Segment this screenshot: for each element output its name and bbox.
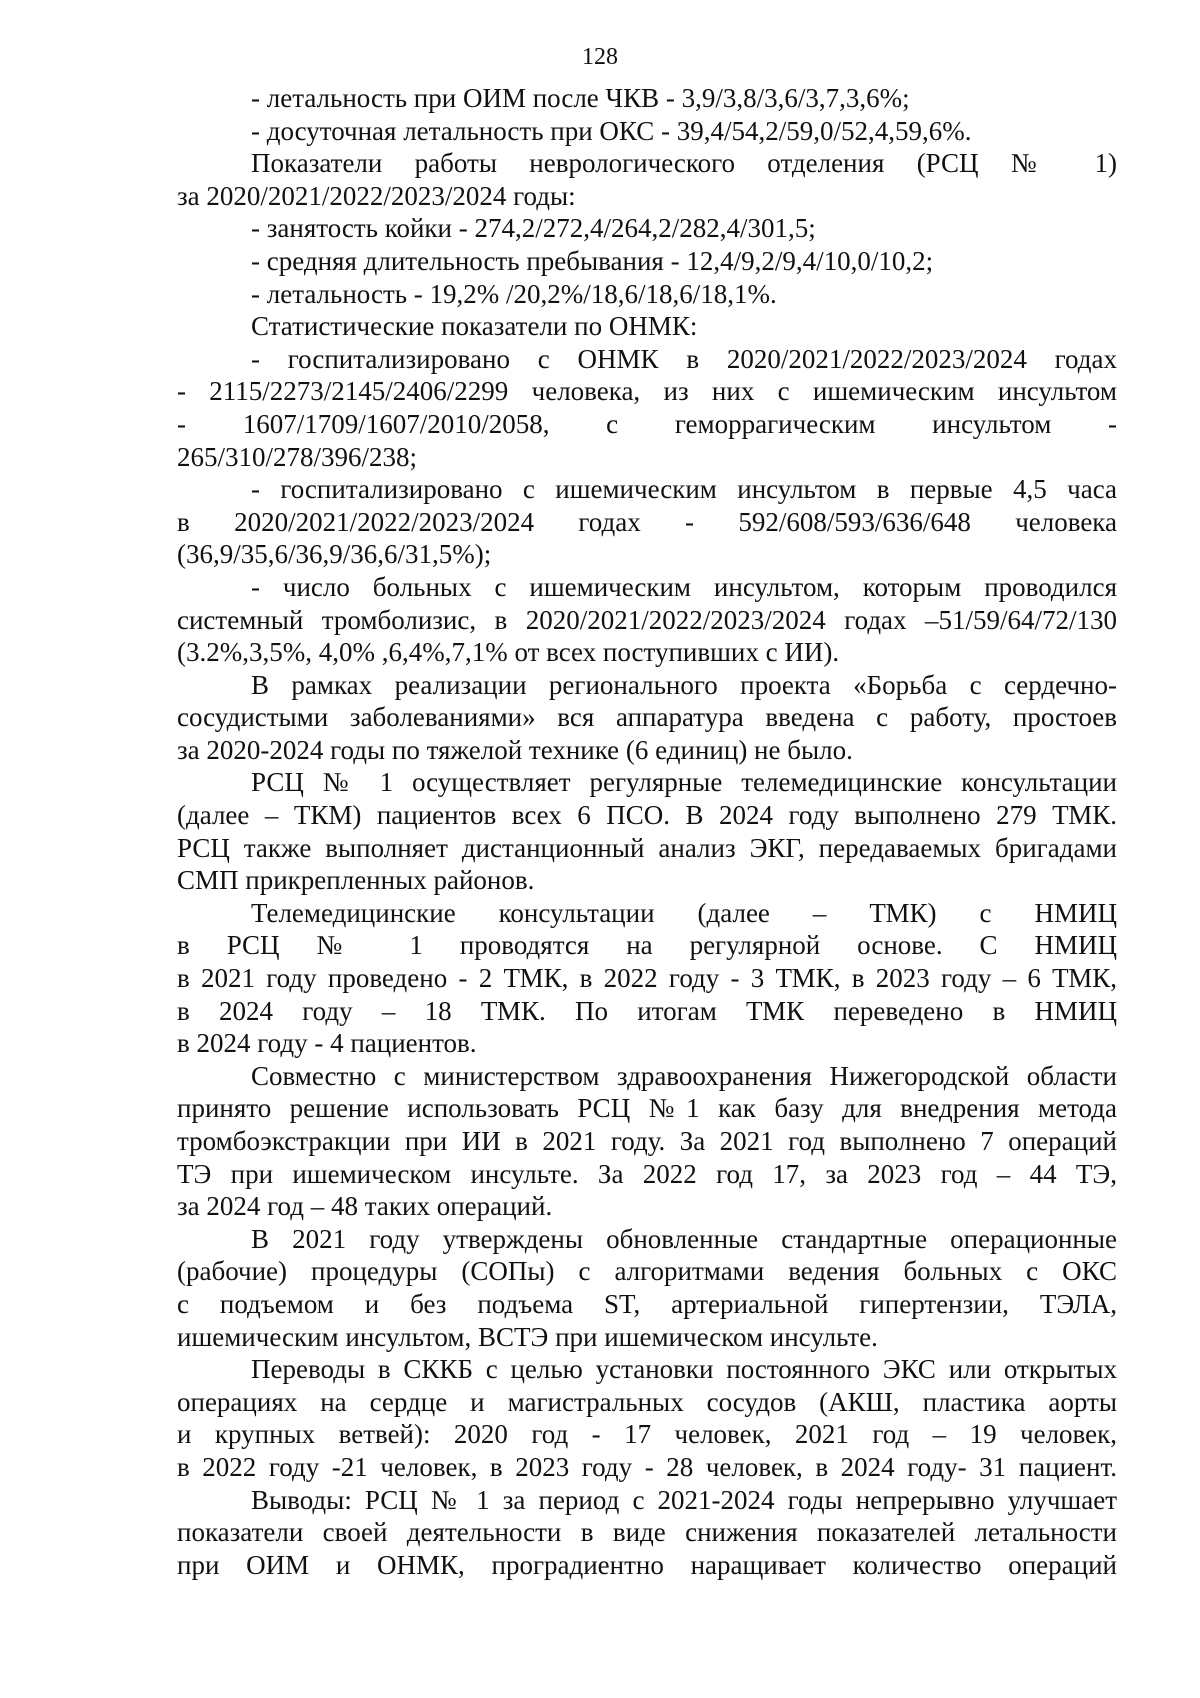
text-line: (3.2%,3,5%, 4,0% ,6,4%,7,1% от всех поступивших с ИИ). [177,637,840,668]
document-body [177,82,1117,1581]
text-line: - досуточная летальность при ОКС - 39,4/54,2/59,0/52,4,59,6%. [251,115,972,146]
text-line: 265/310/278/396/238; [177,441,418,472]
text-line: в 2024 году – 18 ТМК. По итогам ТМК переведено в НМИЦ [177,995,1117,1026]
text-line: и крупных ветвей): 2020 год - 17 человек, 2021 год – 19 человек, [177,1419,1117,1450]
text-line: системный тромболизис, в 2020/2021/2022/2023/2024 годах –51/59/64/72/130 [177,604,1117,635]
text-line: РСЦ № 1 осуществляет регулярные телемедицинские консультации [251,767,1117,798]
text-line: с подъемом и без подъема ST, артериальной гипертензии, ТЭЛА, [177,1288,1117,1319]
text-line: - занятость койки - 274,2/272,4/264,2/282,4/301,5; [251,213,816,244]
text-line: (далее – ТКМ) пациентов всех 6 ПСО. В 2024 году выполнено 279 ТМК. [177,800,1117,831]
text-line: Статистические показатели по ОНМК: [251,311,698,342]
text-line: В рамках реализации регионального проекта «Борьба с сердечно- [251,669,1117,700]
text-line: в 2022 году -21 человек, в 2023 году - 28 человек, в 2024 году- 31 пациент. [177,1451,1117,1482]
text-line: ТЭ при ишемическом инсульте. За 2022 год 17, за 2023 год – 44 ТЭ, [177,1158,1117,1189]
text-line: в 2021 году проведено - 2 ТМК, в 2022 году - 3 ТМК, в 2023 году – 6 ТМК, [177,963,1117,994]
text-line: (рабочие) процедуры (СОПы) с алгоритмами ведения больных с ОКС [177,1256,1117,1287]
text-line: ишемическим инсультом, ВСТЭ при ишемическом инсульте. [177,1321,878,1352]
text-line: в 2024 году - 4 пациентов. [177,1028,477,1059]
text-line: сосудистыми заболеваниями» вся аппаратура введена с работу, простоев [177,702,1117,733]
text-line: за 2024 год – 48 таких операций. [177,1191,553,1222]
text-line: В 2021 году утверждены обновленные стандартные операционные [251,1223,1117,1254]
text-line: в РСЦ № 1 проводятся на регулярной основе. С НМИЦ [177,930,1117,961]
text-line: Совместно с министерством здравоохранения Нижегородской области [251,1060,1117,1091]
text-line: Показатели работы неврологического отделения (РСЦ № 1) [251,148,1117,179]
text-line: Переводы в СККБ с целью установки постоянного ЭКС или открытых [251,1354,1117,1385]
text-line: - летальность - 19,2% /20,2%/18,6/18,6/18,1%. [251,278,777,309]
text-line: тромбоэкстракции при ИИ в 2021 году. За 2021 год выполнено 7 операций [177,1126,1117,1156]
text-line: принято решение использовать РСЦ №1 как базу для внедрения метода [177,1093,1117,1124]
text-line: Выводы: РСЦ № 1 за период с 2021-2024 годы непрерывно улучшает [251,1484,1117,1515]
text-line: (36,9/35,6/36,9/36,6/31,5%); [177,539,492,570]
text-line: Телемедицинские консультации (далее – ТМК) с НМИЦ [251,897,1117,928]
text-line: - 1607/1709/1607/2010/2058, с геморрагическим инсультом - [177,408,1117,439]
text-line: - летальность при ОИМ после ЧКВ - 3,9/3,8/3,6/3,7,3,6%; [251,83,910,113]
page-number: 128 [582,44,618,70]
text-line: операциях на сердце и магистральных сосудов (АКШ, пластика аорты [177,1386,1117,1417]
text-line: - средняя длительность пребывания - 12,4/9,2/9,4/10,0/10,2; [251,245,934,276]
text-line: за 2020/2021/2022/2023/2024 годы: [177,180,576,211]
text-line: - госпитализировано с ишемическим инсультом в первые 4,5 часа [251,474,1117,505]
text-line: показатели своей деятельности в виде снижения показателей летальности [177,1517,1117,1548]
text-line: СМП прикрепленных районов. [177,865,535,896]
text-line: в 2020/2021/2022/2023/2024 годах - 592/608/593/636/648 человека [177,506,1117,537]
text-line: за 2020-2024 годы по тяжелой технике (6 единиц) не было. [177,734,853,765]
text-line: при ОИМ и ОНМК, проградиентно наращивает количество операций [177,1549,1117,1580]
text-line: - 2115/2273/2145/2406/2299 человека, из них с ишемическим инсультом [177,376,1117,407]
text-line: - число больных с ишемическим инсультом, которым проводился [251,571,1117,602]
text-line: - госпитализировано с ОНМК в 2020/2021/2022/2023/2024 годах [251,343,1117,374]
text-line: РСЦ также выполняет дистанционный анализ ЭКГ, передаваемых бригадами [177,832,1117,863]
